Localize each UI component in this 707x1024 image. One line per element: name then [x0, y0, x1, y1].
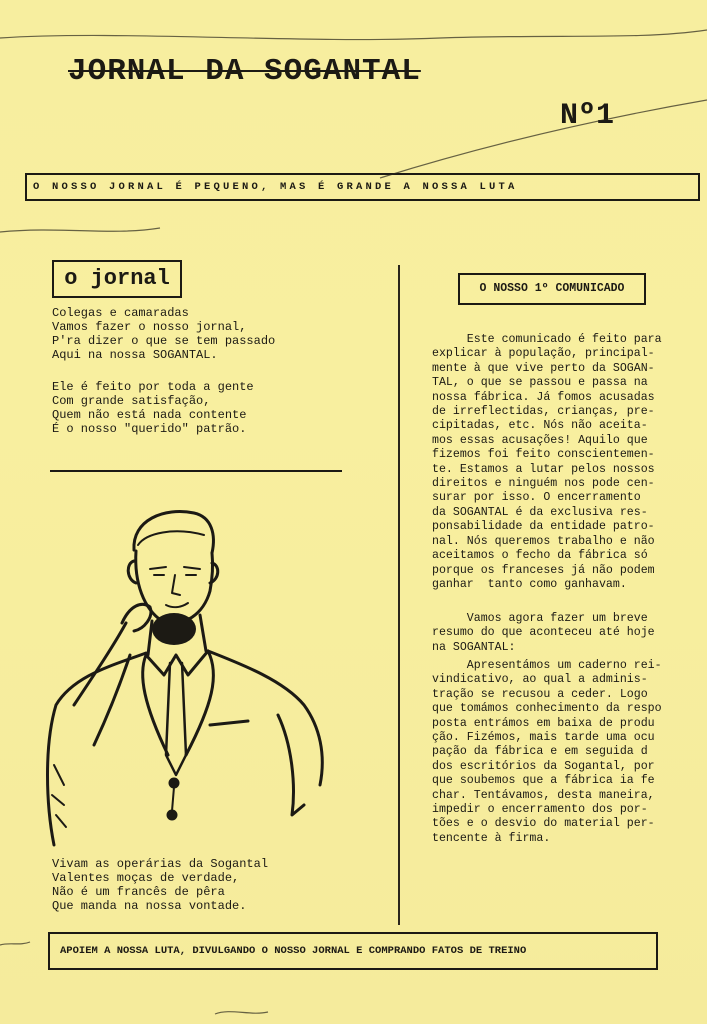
poem-stanza: Colegas e camaradas Vamos fazer o nosso jornal, P'ra dizer o que se tem passado Aqui na nossa SOGANTAL.: [52, 306, 276, 362]
poem-stanza: Vivam as operárias da Sogantal Valentes moças de verdade, Não é um francês de pêra Que manda na nossa vontade.: [52, 857, 269, 913]
motto-banner: O NOSSO JORNAL É PEQUENO, MAS É GRANDE A NOSSA LUTA: [25, 173, 700, 201]
illustration-man-in-suit: [34, 505, 334, 850]
poem-stanza: Ele é feito por toda a gente Com grande satisfação, Quem não está nada contente É o nosso "querido" patrão.: [52, 380, 254, 436]
divider-line: [50, 470, 342, 472]
footer-slogan-banner: APOIEM A NOSSA LUTA, DIVULGANDO O NOSSO JORNAL E COMPRANDO FATOS DE TREINO: [48, 932, 658, 970]
article-paragraph: Vamos agora fazer um breve resumo do que aconteceu até hoje na SOGANTAL:: [432, 612, 655, 654]
section-heading-comunicado: O NOSSO 1º COMUNICADO: [458, 273, 646, 305]
section-heading-o-jornal: o jornal: [52, 260, 182, 298]
article-paragraph: Apresentámos um caderno rei- vindicativo, ao qual a adminis- tração se recusou a ceder. Logo que tomámos conhecimento da respo posta entrámos em baixa de produ ção. Fizémos, mais tarde uma ocu pação da fábrica e em seguida d dos escritórios da Sogantal, por que soubemos que a fábrica ia fe char. Tentávamos, desta maneira, impedir o encerramento dos por- tões e o desvio do material per- tencente à firma.: [432, 659, 662, 845]
masthead-title: JORNAL DA SOGANTAL: [68, 54, 421, 89]
column-divider: [398, 265, 400, 925]
issue-number: Nº1: [560, 99, 615, 133]
article-paragraph: Este comunicado é feito para explicar à população, principal- mente à que vive perto da SOGAN- TAL, o que se passou e passa na nossa fábrica. Já fomos acusadas de irreflectidas, crianças, pre- cipitadas, etc. Nós não aceita- mos essas acusações! Aquilo que fizemos foi feito conscientemen- te. Estamos a lutar pelos nossos direitos e ninguém nos pode cen- surar por isso. O encerramento da SOGANTAL é da exclusiva res- ponsabilidade da entidade patro- nal. Nós queremos trabalho e não aceitamos o fecho da fábrica só porque os franceses já não podem ganhar tanto como ganhavam.: [432, 333, 662, 591]
